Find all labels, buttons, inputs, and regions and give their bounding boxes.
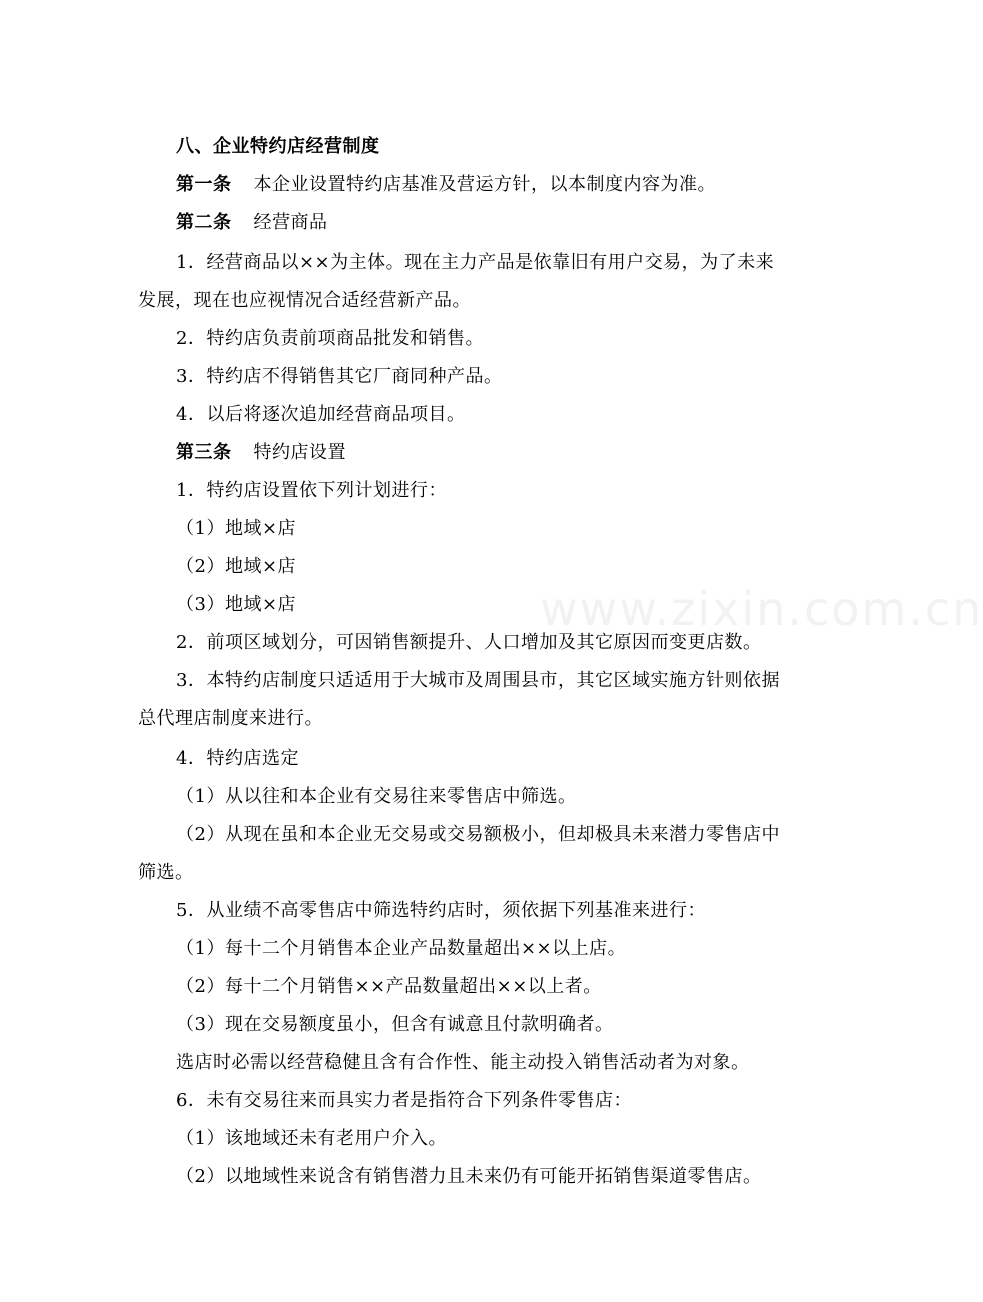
paragraph-line: （3）地域×店: [176, 594, 297, 615]
watermark: www.zixin.com.cn: [540, 582, 983, 636]
paragraph-line: （1）从以往和本企业有交易往来零售店中筛选。: [176, 786, 577, 807]
paragraph-line: （1）每十二个月销售本企业产品数量超出××以上店。: [176, 938, 627, 959]
paragraph-line: 1．特约店设置依下列计划进行：: [176, 480, 447, 501]
paragraph-line: （2）地域×店: [176, 556, 297, 577]
article-1-text: 本企业设置特约店基准及营运方针，以本制度内容为准。: [253, 174, 716, 195]
article-3-label: 第三条: [176, 442, 232, 463]
paragraph-line: （2）从现在虽和本企业无交易或交易额极小，但却极具未来潜力零售店中: [176, 824, 780, 845]
paragraph-line: 筛选。: [138, 862, 194, 883]
paragraph-line: （2）每十二个月销售××产品数量超出××以上者。: [176, 976, 602, 997]
paragraph-line: 3．特约店不得销售其它厂商同种产品。: [176, 366, 503, 387]
article-2-text: 经营商品: [253, 212, 328, 233]
paragraph-line: 4．特约店选定: [176, 748, 299, 769]
paragraph-line: （1）该地域还未有老用户介入。: [176, 1128, 447, 1149]
paragraph-line: 总代理店制度来进行。: [138, 708, 323, 729]
article-2: [176, 204, 328, 242]
paragraph-line: 2．前项区域划分，可因销售额提升、人口增加及其它原因而变更店数。: [176, 632, 762, 653]
article-3: [176, 434, 346, 472]
paragraph-line: 选店时必需以经营稳健且含有合作性、能主动投入销售活动者为对象。: [176, 1052, 750, 1073]
article-2-label: 第二条: [176, 212, 232, 233]
paragraph-line: 5．从业绩不高零售店中筛选特约店时，须依据下列基准来进行：: [176, 900, 706, 921]
article-1: [176, 166, 716, 204]
paragraph-line: 2．特约店负责前项商品批发和销售。: [176, 328, 484, 349]
paragraph-line: 6．未有交易往来而具实力者是指符合下列条件零售店：: [176, 1090, 632, 1111]
paragraph-line: 1．经营商品以××为主体。现在主力产品是依靠旧有用户交易，为了未来: [176, 252, 775, 273]
paragraph-line: 发展，现在也应视情况合适经营新产品。: [138, 290, 471, 311]
section-heading: 八、企业特约店经营制度: [176, 136, 380, 157]
paragraph-line: 3．本特约店制度只适适用于大城市及周围县市，其它区域实施方针则依据: [176, 670, 780, 691]
paragraph-line: 4．以后将逐次追加经营商品项目。: [176, 404, 466, 425]
article-3-text: 特约店设置: [253, 442, 346, 463]
article-1-label: 第一条: [176, 174, 232, 195]
paragraph-line: （2）以地域性来说含有销售潜力且未来仍有可能开拓销售渠道零售店。: [176, 1166, 762, 1187]
paragraph-line: （3）现在交易额度虽小，但含有诚意且付款明确者。: [176, 1014, 614, 1035]
paragraph-line: （1）地域×店: [176, 518, 297, 539]
